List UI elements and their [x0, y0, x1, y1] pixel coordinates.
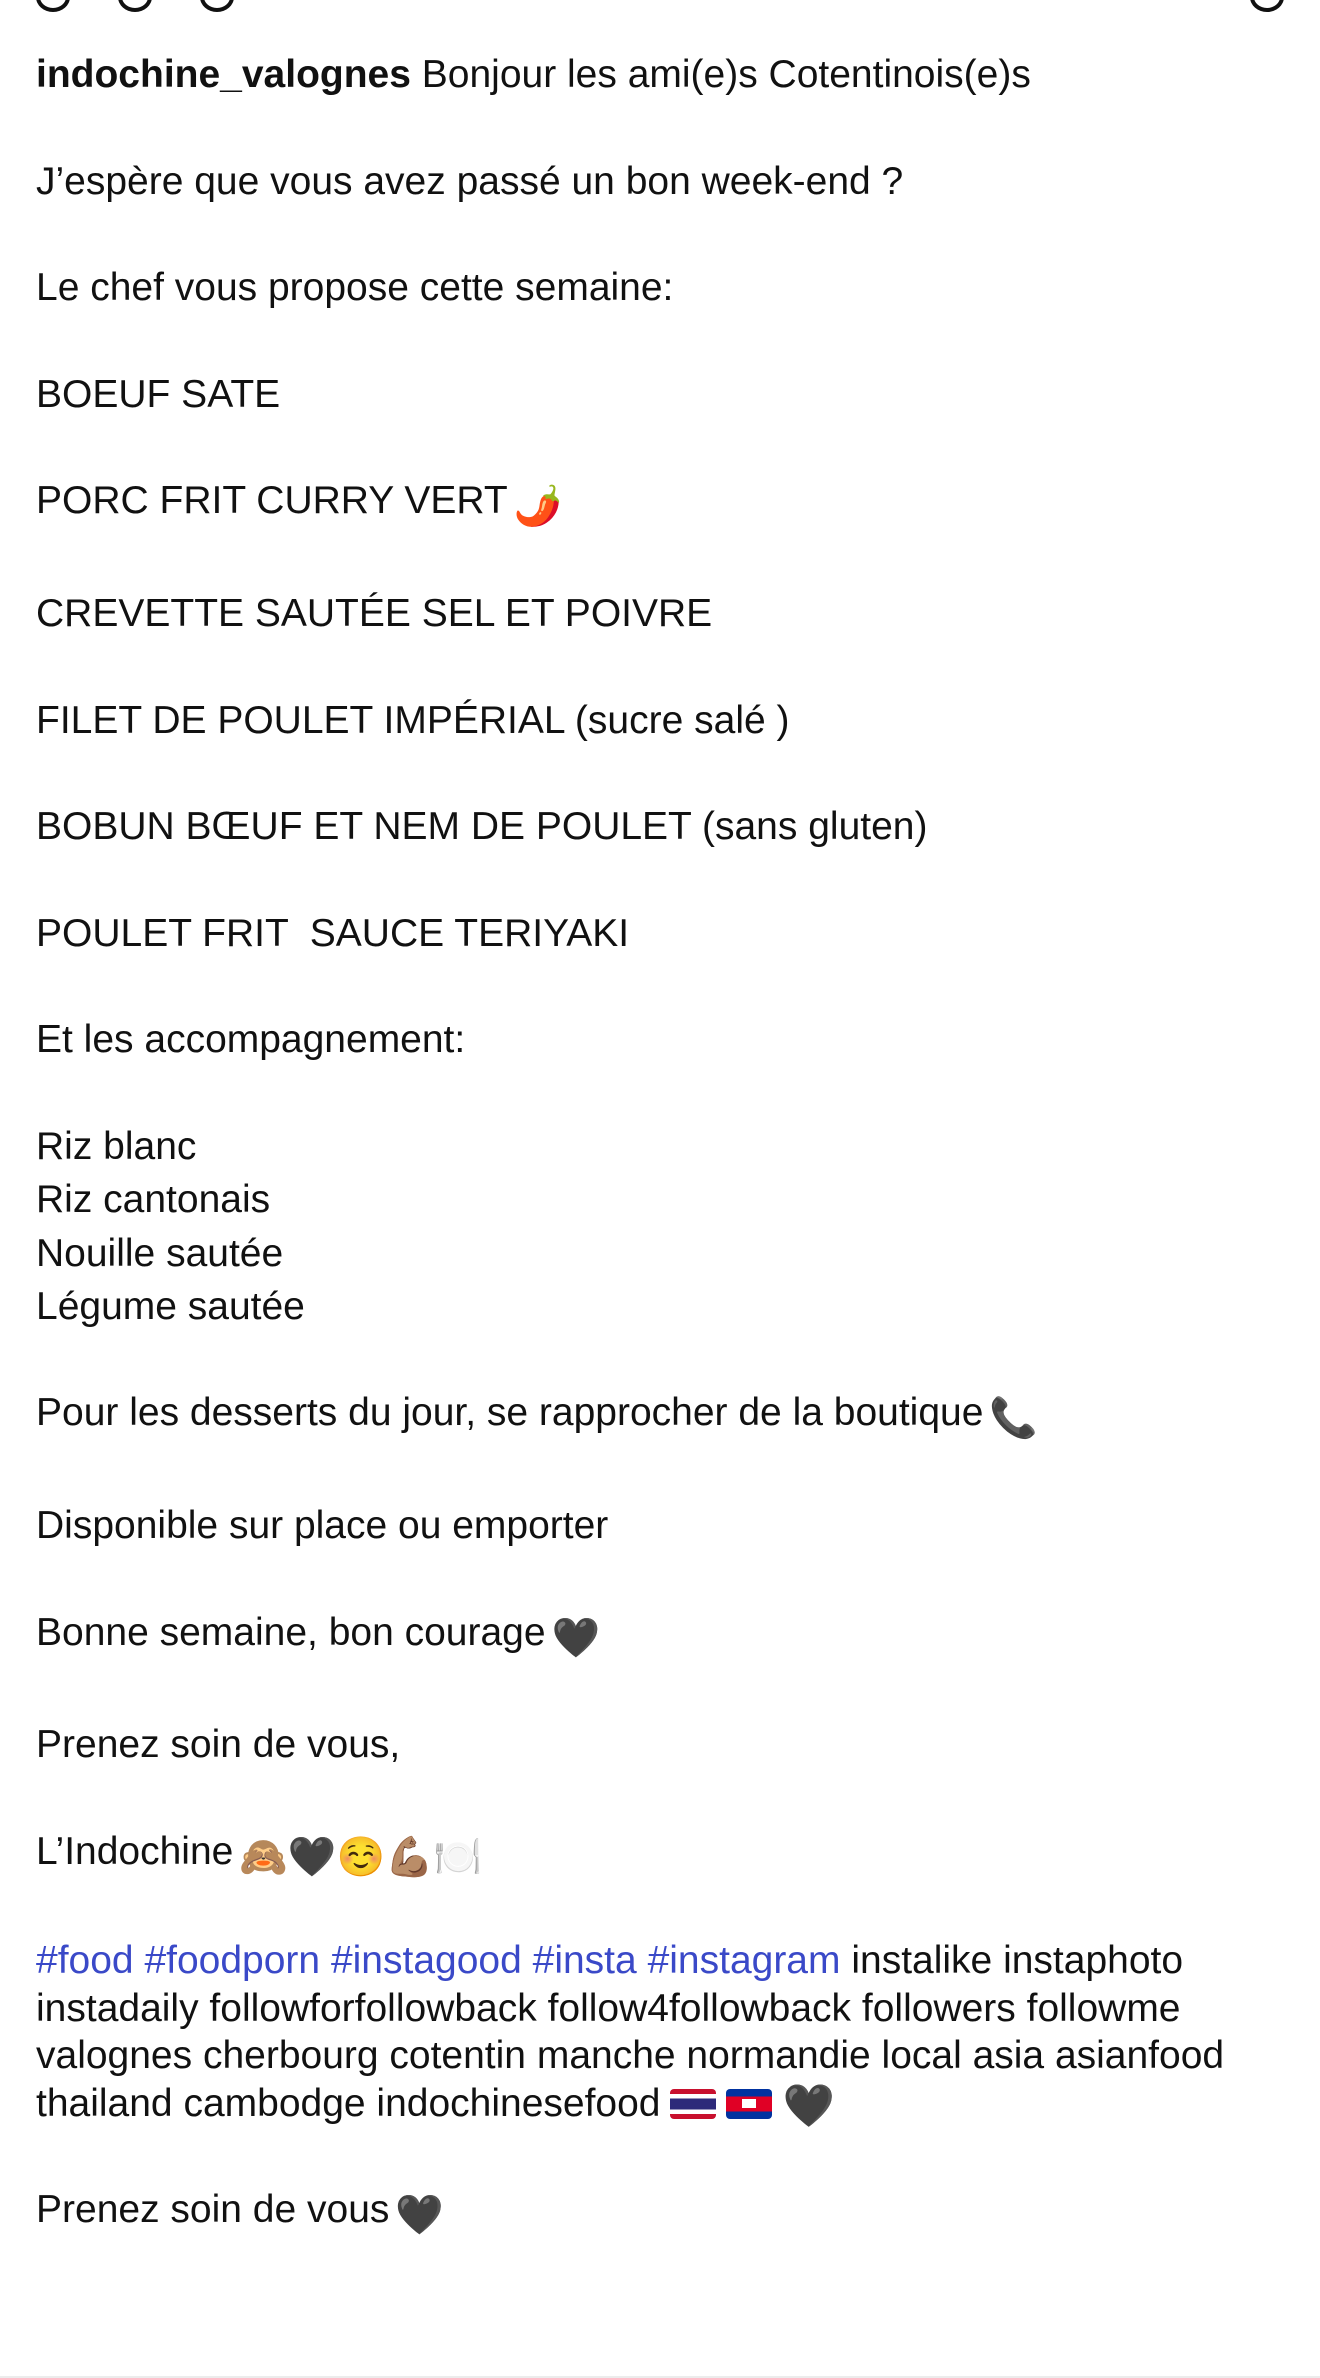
chili-pepper-icon: 🌶️ — [513, 485, 563, 529]
signature-line — [36, 1825, 1284, 1884]
spacer — [36, 534, 1284, 587]
side-item: Légume sautée — [36, 1284, 305, 1328]
closing-text — [36, 2183, 1284, 2242]
spacer — [36, 1333, 1284, 1386]
spacer — [36, 101, 1284, 154]
post-caption — [36, 48, 1284, 2242]
closing-label: Prenez soin de vous — [36, 2187, 390, 2231]
signature-label: L’Indochine — [36, 1829, 234, 1873]
black-heart-icon: 🖤 — [551, 1616, 601, 1660]
goodweek-label: Bonne semaine, bon courage — [36, 1610, 546, 1654]
dish-item — [36, 474, 1284, 533]
spacer — [36, 640, 1284, 693]
spacer — [36, 1772, 1284, 1825]
spacer — [36, 1067, 1284, 1120]
dish-item: BOEUF SATE — [36, 372, 281, 416]
save-icon[interactable] — [1250, 0, 1284, 12]
username-link[interactable]: indochine_valognes — [36, 53, 411, 96]
spacer — [36, 1552, 1284, 1605]
spacer — [36, 314, 1284, 367]
dish-item: BOBUN BŒUF ET NEM DE POULET (sans gluten) — [36, 805, 928, 849]
care-text: Prenez soin de vous, — [36, 1723, 401, 1767]
signature-emojis-icon: 🙈🖤☺️💪🏽🍽️ — [239, 1835, 483, 1879]
desserts-text — [36, 1386, 1284, 1445]
hashtag-link[interactable]: #insta — [532, 1939, 637, 1983]
greeting-text: J’espère que vous avez passé un bon week-end ? — [36, 159, 904, 203]
chef-text: Le chef vous propose cette semaine: — [36, 266, 674, 310]
black-heart-icon: 🖤 — [782, 2081, 835, 2129]
spacer — [36, 1884, 1284, 1937]
caption-header — [36, 48, 1284, 101]
spacer — [36, 2129, 1284, 2182]
hashtag-link[interactable]: #instagram — [647, 1939, 841, 1983]
hashtag-link[interactable]: #foodporn — [144, 1939, 321, 1983]
black-heart-icon: 🖤 — [395, 2193, 444, 2237]
spacer — [36, 960, 1284, 1013]
comment-icon[interactable] — [118, 0, 152, 12]
spacer — [36, 1665, 1284, 1718]
dish-item: FILET DE POULET IMPÉRIAL (sucre salé ) — [36, 698, 790, 742]
share-icon[interactable] — [200, 0, 234, 12]
side-item: Riz blanc — [36, 1124, 197, 1168]
hashtag-link[interactable]: #food — [36, 1939, 134, 1983]
hashtag-link[interactable]: #instagood — [330, 1939, 522, 1983]
dish-label: PORC FRIT CURRY VERT — [36, 479, 508, 523]
spacer — [36, 747, 1284, 800]
spacer — [36, 1446, 1284, 1499]
thailand-flag-icon — [670, 2089, 716, 2119]
top-action-bar — [36, 0, 1284, 14]
telephone-icon: 📞 — [989, 1397, 1038, 1441]
desserts-label: Pour les desserts du jour, se rapprocher de la boutique — [36, 1391, 984, 1435]
caption-intro: Bonjour les ami(e)s Cotentinois(e)s — [410, 53, 1031, 96]
side-item: Nouille sautée — [36, 1231, 284, 1275]
sides-title: Et les accompagnement: — [36, 1018, 466, 1062]
cambodia-flag-icon — [726, 2089, 772, 2119]
side-item: Riz cantonais — [36, 1178, 271, 1222]
availability-text: Disponible sur place ou emporter — [36, 1504, 609, 1548]
tags-text: instalike instaphoto instadaily followforfollowback follow4followback followers followme valognes cherbourg cotentin manche normandie local asia asianfood thailand cambodge indochinesefood — [36, 1939, 1225, 2125]
spacer — [36, 421, 1284, 474]
goodweek-text — [36, 1606, 1284, 1665]
spacer — [36, 208, 1284, 261]
like-icon[interactable] — [36, 0, 70, 12]
hashtag-block — [36, 1937, 1284, 2129]
spacer — [36, 853, 1284, 906]
dish-item: CREVETTE SAUTÉE SEL ET POIVRE — [36, 591, 713, 635]
dish-item: POULET FRIT SAUCE TERIYAKI — [36, 911, 630, 955]
